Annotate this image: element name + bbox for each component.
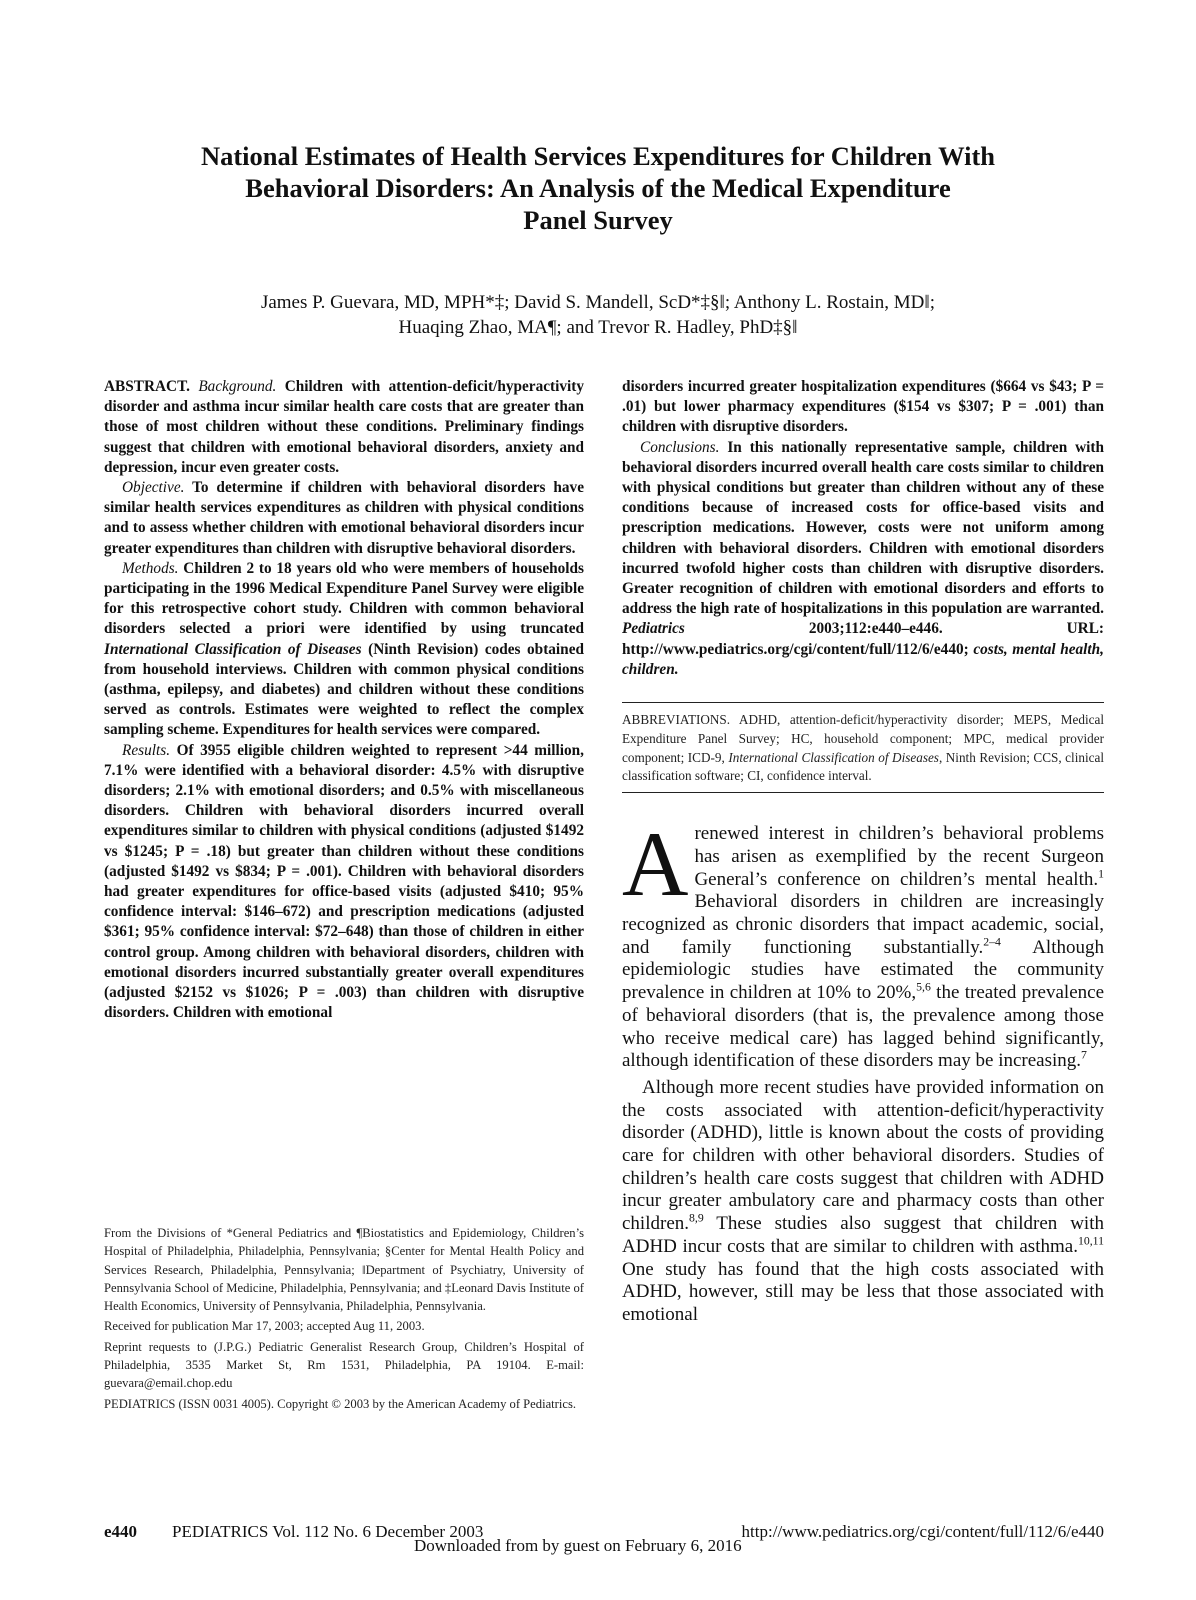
ref-sup: 5,6 <box>916 980 931 994</box>
citation-journal: Pediatrics <box>622 620 685 638</box>
abbreviations-italic: International Classification of Diseases <box>728 749 939 765</box>
abbreviations-text-b: , Ninth Revision; CCS, clinical classification software; CI, confidence interval. <box>622 749 1104 784</box>
conclusions-label: Conclusions. <box>640 438 720 456</box>
article-title <box>100 140 1096 236</box>
p2-text-c: One study has found that the high costs associated with ADHD, however, still may be less that those associated with emotional <box>622 1258 1104 1325</box>
abbreviations-box <box>622 702 1104 793</box>
p1-text-b: Behavioral disorders in children are increasingly recognized as chronic disorders that impact academic, social, and family functioning substantially. <box>622 891 1104 958</box>
title-line-3: Panel Survey <box>523 205 673 235</box>
ref-sup: 2–4 <box>983 935 1001 949</box>
conclusions-text: In this nationally representative sample, children with behavioral disorders incurred overall health care costs similar to children with physical conditions but greater than children without any of these conditions because of increased costs for office-based visits and prescription medications. However, costs were not uniform among children with behavioral disorders. Children with emotional disorders incurred twofold higher costs than children with disruptive disorders. Greater recognition of children with emotional disorders and efforts to address the high rate of hospitalizations in this population are warranted. <box>622 438 1104 618</box>
background-text: Children with attention-deficit/hyperactivity disorder and asthma incur similar health care costs that are greater than those of most children without these conditions. Preliminary findings suggest that children with emotional behavioral disorders, anxiety and depression, incur even greater costs. <box>104 378 585 476</box>
abstract-background <box>104 377 584 478</box>
footnote-received: Received for publication Mar 17, 2003; accepted Aug 11, 2003. <box>104 1319 425 1334</box>
download-stamp: Downloaded from by guest on February 6, 2016 <box>414 1536 742 1555</box>
methods-italic: International Classification of Diseases <box>104 640 362 658</box>
abstract-continued <box>622 377 1104 680</box>
results-label: Results. <box>122 741 171 759</box>
article-url[interactable]: http://www.pediatrics.org/cgi/content/full/112/6/e440 <box>741 1522 1104 1541</box>
citation-text: 2003;112:e440–e446. URL: http://www.pediatrics.org/cgi/content/full/112/6/e440; <box>622 620 1105 658</box>
left-column <box>104 377 584 1024</box>
journal-info: PEDIATRICS Vol. 112 No. 6 December 2003 <box>172 1522 484 1541</box>
methods-text-a: Children 2 to 18 years old who were members of households participating in the 1996 Medical Expenditure Panel Survey were eligible for this retrospective cohort study. Children with common behavioral disorders selected a priori were identified by using truncated <box>104 559 584 638</box>
objective-text: To determine if children with behavioral disorders have similar health services expenditures as children with physical conditions and to assess whether children with emotional behavioral disorders incur greater expenditures than children with disruptive behavioral disorders. <box>104 479 584 557</box>
p1-text-d: the treated prevalence of behavioral disorders (that is, the prevalence among those who receive medical care) has lagged behind significantly, although identification of these disorders may be increasing. <box>622 982 1104 1072</box>
results-text: Of 3955 eligible children weighted to represent >44 million, 7.1% were identified with a behavioral disorder: 4.5% with disruptive disorders; 2.1% with emotional disorders; and 0.5% with miscellaneous disorders. Children with behavioral disorders incurred overall expenditures similar to children with physical conditions (adjusted $1492 vs $1245; P = .18) but greater than children without these conditions (adjusted $1492 vs $834; P = .001). Children with behavioral disorders had greater expenditures for office-based visits (adjusted $410; 95% confidence interval: $146–672) and prescription medications (adjusted $361; 95% confidence interval: $72–648) than those of children in either control group. Among children with behavioral disorders, children with emotional disorders incurred substantially greater overall expenditures (adjusted $2152 vs $1026; P = .003) than children with disruptive disorders. Children with emotional <box>104 741 584 1022</box>
authors-line-2: Huaqing Zhao, MA¶; and Trevor R. Hadley, PhD‡§‖ <box>398 317 798 338</box>
page-number: e440 <box>104 1522 138 1541</box>
abstract-results <box>104 741 584 1024</box>
methods-label: Methods. <box>122 559 179 577</box>
footnote-reprints: Reprint requests to (J.P.G.) Pediatric Generalist Research Group, Children’s Hospital of Philadelphia, 3535 Market St, Rm 1531, Philadelphia, PA 19104. E-mail: guevara@email.chop.edu <box>104 1339 584 1391</box>
abstract-methods <box>104 559 584 741</box>
title-line-2: Behavioral Disorders: An Analysis of the Medical Expenditure <box>245 173 951 203</box>
p2-text-b: These studies also suggest that children with ADHD incur costs that are similar to children with asthma. <box>622 1213 1104 1257</box>
footnotes <box>104 1224 584 1415</box>
author-list <box>100 290 1096 340</box>
ref-sup: 1 <box>1098 867 1104 881</box>
drop-cap: A <box>622 813 689 916</box>
abstract <box>104 377 584 1024</box>
ref-sup: 8,9 <box>689 1211 704 1225</box>
footnote-copyright: PEDIATRICS (ISSN 0031 4005). Copyright © 2003 by the American Academy of Pediatrics. <box>104 1396 576 1411</box>
p1-text-c: Although epidemiologic studies have estimated the community prevalence in children at 10% to 20%, <box>622 936 1104 1004</box>
ref-sup: 10,11 <box>1077 1234 1104 1248</box>
body-paragraph-2 <box>622 1077 1104 1327</box>
abbreviations-text-a: ABBREVIATIONS. ADHD, attention-deficit/hyperactivity disorder; MEPS, Medical Expenditure Panel Survey; HC, household component; MPC, medical provider component; ICD-9, <box>622 712 1104 765</box>
abstract-conclusions <box>622 438 1104 680</box>
body-paragraph-1 <box>622 813 1104 1073</box>
right-column <box>622 377 1104 1327</box>
p1-text-a: renewed interest in children’s behavioral problems has arisen as exemplified by the recent Surgeon General’s conference on children’s mental health. <box>694 823 1104 890</box>
ref-sup: 7 <box>1081 1048 1087 1062</box>
p2-text-a: Although more recent studies have provided information on the costs associated with attention-deficit/hyperactivity disorder (ADHD), little is known about the costs of providing care for children with other behavioral disorders. Studies of children’s health care costs suggest that children with ADHD incur greater ambulatory care and pharmacy costs than other children. <box>622 1076 1104 1235</box>
objective-label: Objective. <box>122 479 185 497</box>
abstract-objective <box>104 478 584 559</box>
authors-line-1: James P. Guevara, MD, MPH*‡; David S. Mandell, ScD*‡§‖; Anthony L. Rostain, MD‖; <box>260 292 936 313</box>
keywords: costs, mental health, children. <box>622 640 1105 678</box>
body-text <box>622 813 1104 1326</box>
title-line-1: National Estimates of Health Services Expenditures for Children With <box>200 141 996 171</box>
abstract-results-continued: disorders incurred greater hospitalization expenditures ($664 vs $43; P = .01) but lower pharmacy expenditures ($154 vs $307; P = .001) than children with disruptive disorders. <box>622 378 1104 436</box>
background-label: Background. <box>198 378 277 395</box>
abstract-label: ABSTRACT. <box>104 378 190 395</box>
footnote-affiliations: From the Divisions of *General Pediatrics and ¶Biostatistics and Epidemiology, Children’s Hospital of Philadelphia, Philadelphia, Pennsylvania; §Center for Mental Health Policy and Services Research, Philadelphia, Pennsylvania; ‖Department of Psychiatry, University of Pennsylvania School of Medicine, Philadelphia, Pennsylvania; and ‡Leonard Davis Institute of Health Economics, University of Pennsylvania, Philadelphia, Pennsylvania. <box>104 1226 584 1314</box>
methods-text-b: (Ninth Revision) codes obtained from household interviews. Children with common physical conditions (asthma, epilepsy, and diabetes) and children without these conditions served as controls. Estimates were weighted to reflect the complex sampling scheme. Expenditures for health services were compared. <box>104 640 584 739</box>
